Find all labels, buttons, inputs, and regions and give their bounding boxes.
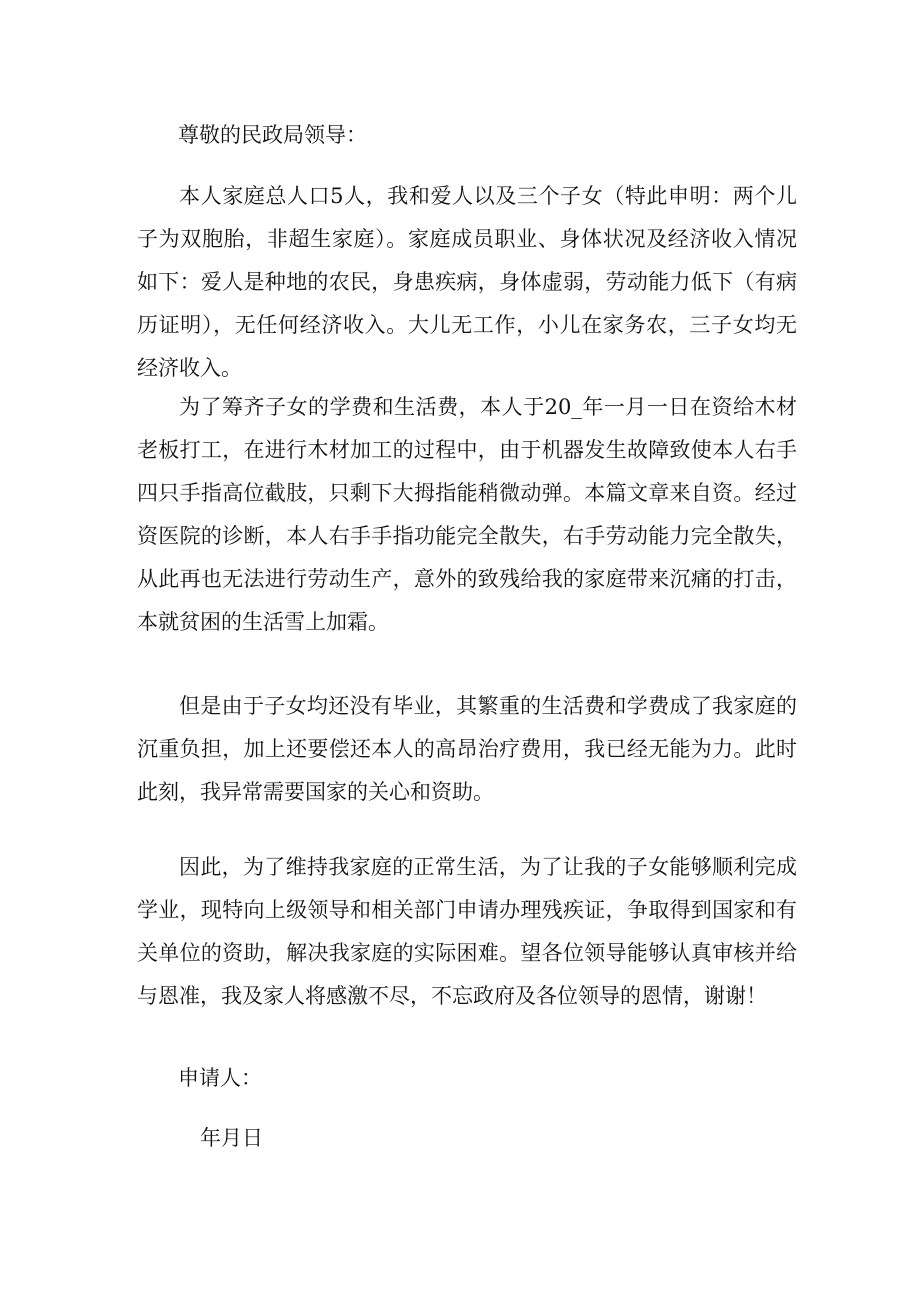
- paragraph-financial-burden: 但是由于子女均还没有毕业，其繁重的生活费和学费成了我家庭的沉重负担，加上还要偿还本人的高昂治疗费用，我已经无能为力。此时此刻，我异常需要国家的关心和资助。: [137, 694, 797, 804]
- paragraph-injury-account: 为了筹齐子女的学费和生活费，本人于20_年一月一日在资给木材老板打工，在进行木材加工的过程中，由于机器发生故障致使本人右手四只手指高位截肢，只剩下大拇指能稍微动弹。本篇文章来自资。经过资医院的诊断，本人右手手指功能完全散失，右手劳动能力完全散失，从此再也无法进行劳动生产，意外的致残给我的家庭带来沉痛的打击，本就贫困的生活雪上加霜。: [137, 395, 797, 634]
- salutation: 尊敬的民政局领导：: [178, 123, 367, 147]
- date-label: 年月日: [200, 1126, 263, 1150]
- paragraph-family-situation: 本人家庭总人口5人，我和爱人以及三个子女（特此申明：两个儿子为双胞胎，非超生家庭）。家庭成员职业、身体状况及经济收入情况如下：爱人是种地的农民，身患疾病，身体虚弱，劳动能力低下（有病历证明），无任何经济收入。大儿无工作，小儿在家务农，三子女均无经济收入。: [137, 184, 797, 380]
- applicant-label: 申请人：: [178, 1066, 262, 1090]
- paragraph-request: 因此，为了维持我家庭的正常生活，为了让我的子女能够顺利完成学业，现特向上级领导和相关部门申请办理残疾证，争取得到国家和有关单位的资助，解决我家庭的实际困难。望各位领导能够认真审核并给与恩准，我及家人将感激不尽，不忘政府及各位领导的恩情，谢谢！: [137, 855, 797, 1008]
